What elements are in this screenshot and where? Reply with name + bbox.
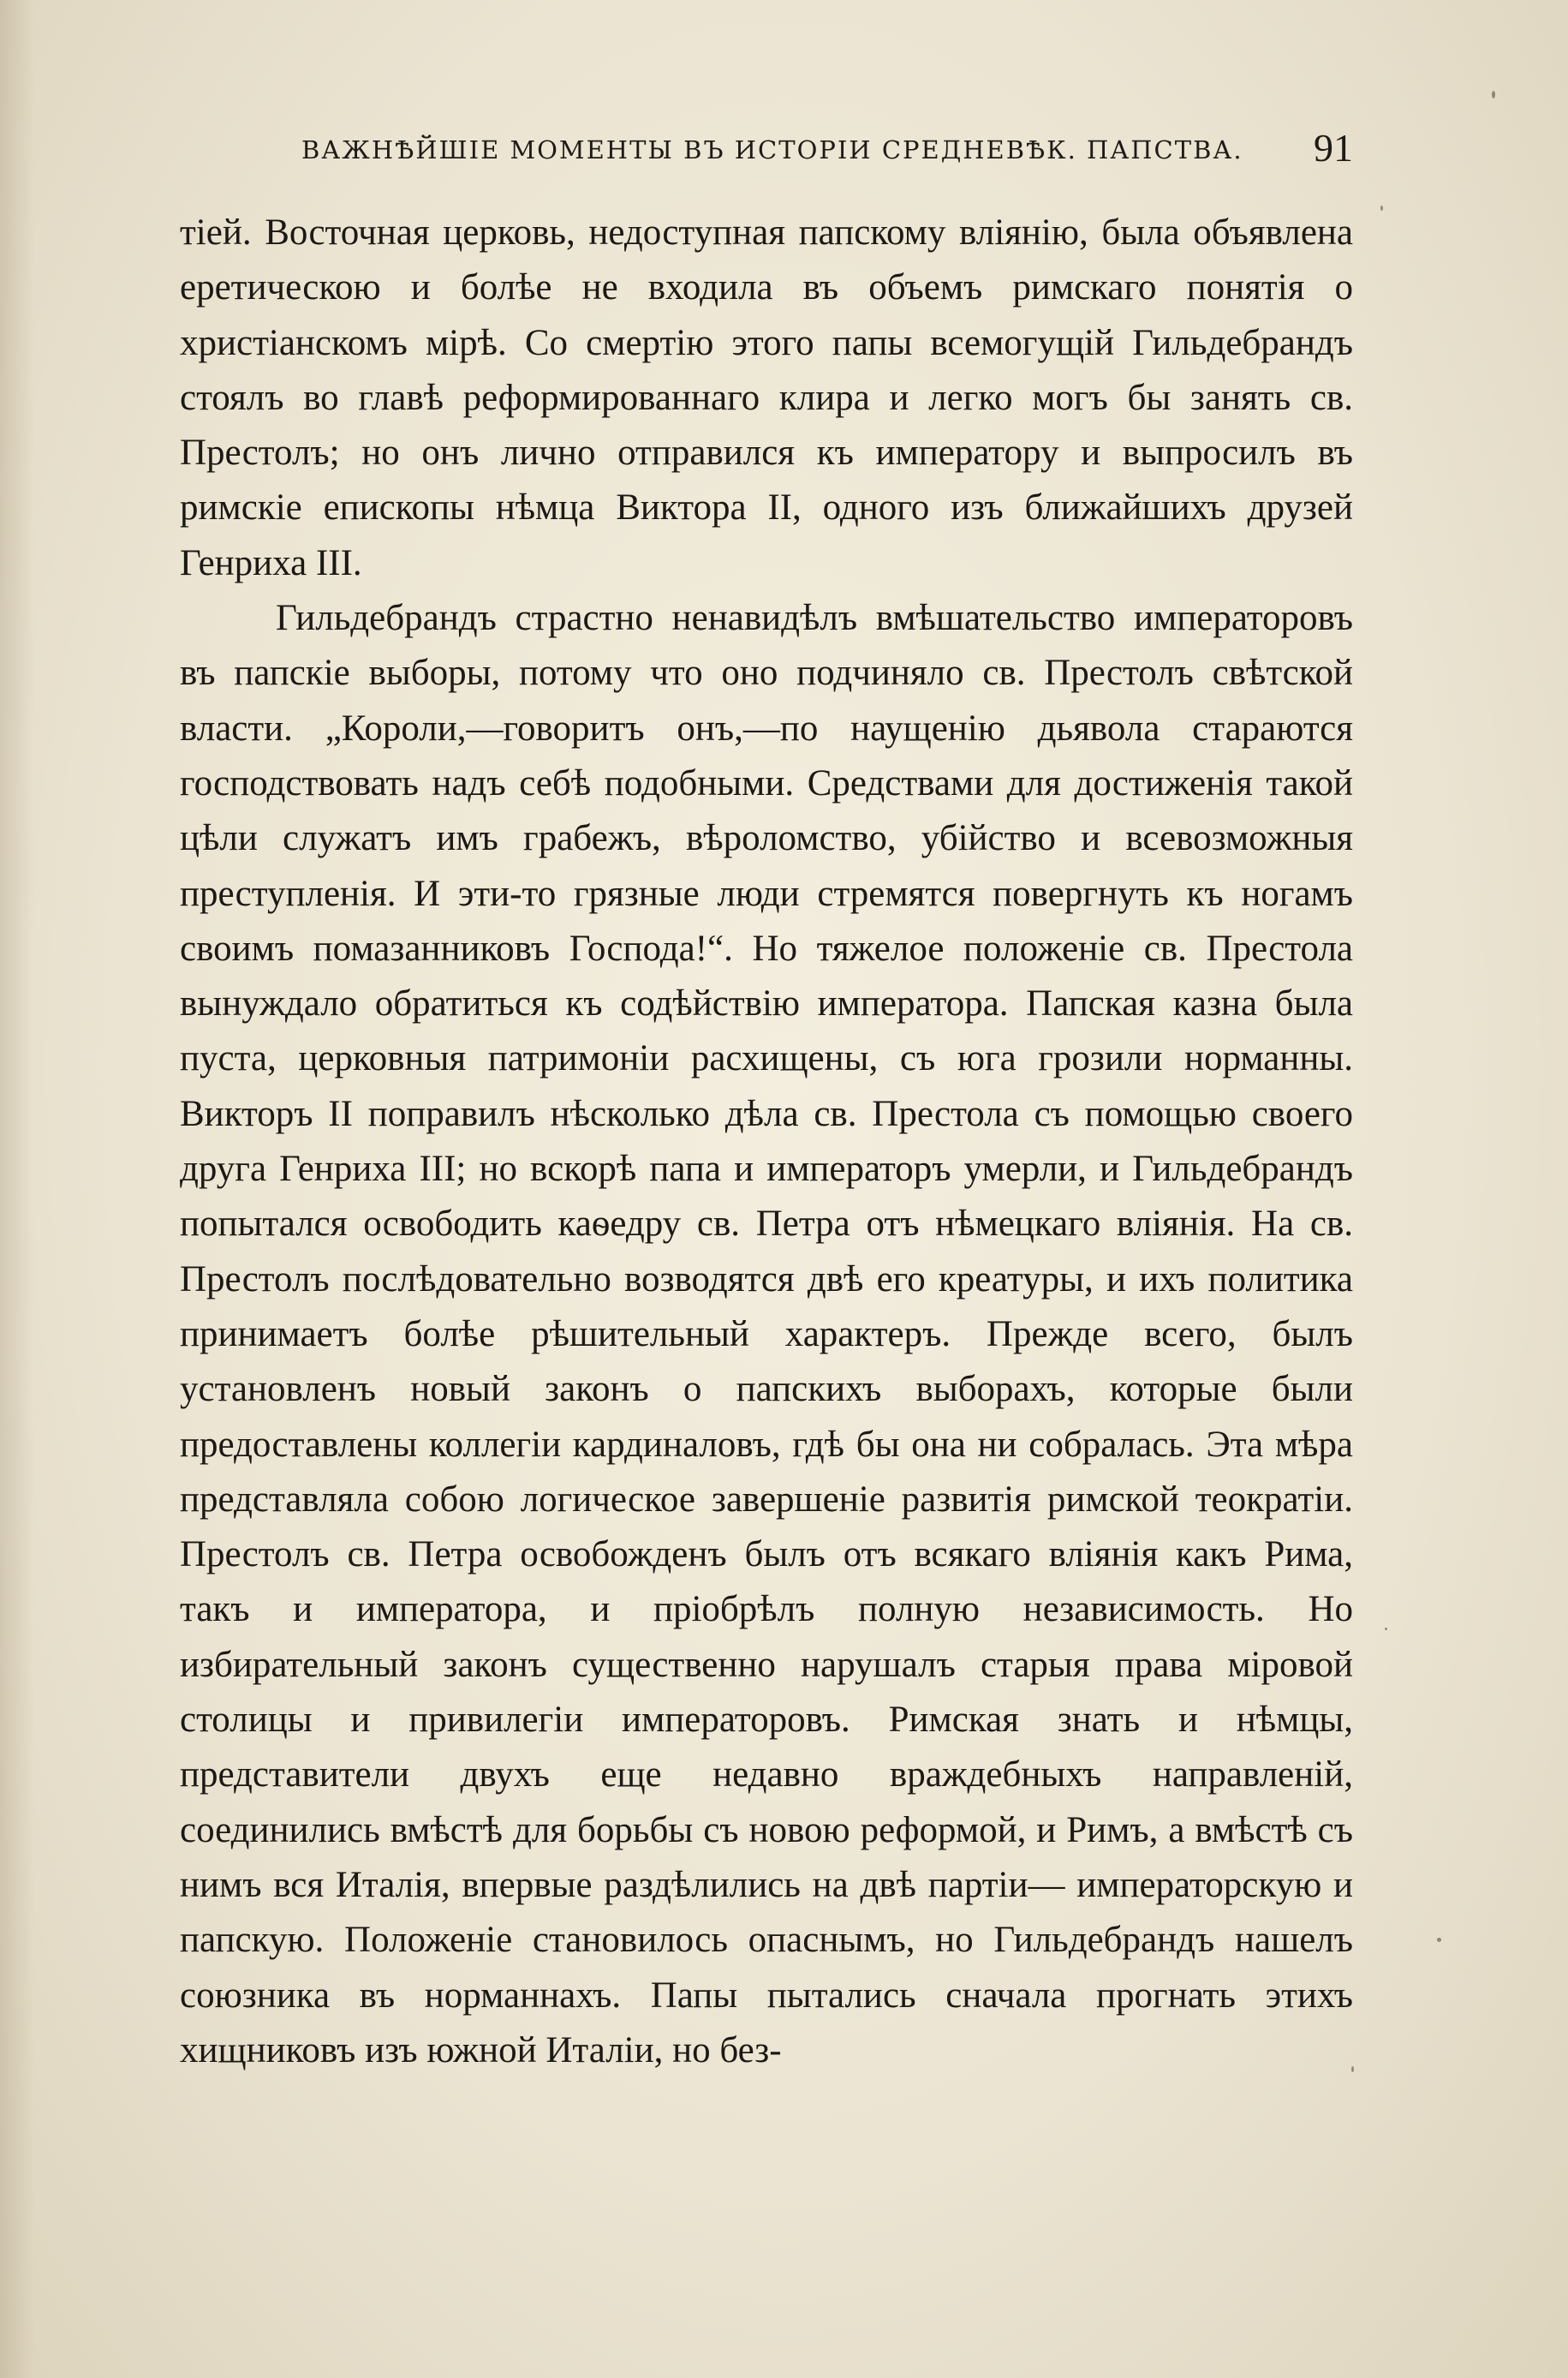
paragraph-hildebrand: Гильдебрандъ страстно ненавидѣлъ вмѣшательство императоровъ въ папскіе выборы, потому что оно подчиняло св. Престолъ свѣтской власти. „Короли,—говоритъ онъ,—по наущенію дьявола стараются господствовать надъ себѣ подобными. Средствами для достиженія такой цѣли служатъ имъ грабежъ, вѣроломство, убійство и всевозможныя преступленія. И эти-то грязные люди стремятся повергнуть къ ногамъ своимъ помазанниковъ Господа!“. Но тяжелое положеніе св. Престола вынуждало обратиться къ содѣйствію императора. Папская казна была пуста, церковныя патримоніи расхищены, съ юга грозили норманны. Викторъ II поправилъ нѣсколько дѣла св. Престола съ помощью своего друга Генриха III; но вскорѣ папа и императоръ умерли, и Гильдебрандъ попытался освободить каѳедру св. Петра отъ нѣмецкаго вліянія. На св. Престолъ послѣдовательно возводятся двѣ его креатуры, и ихъ политика принимаетъ болѣе рѣшительный характеръ. Прежде всего, былъ установленъ новый законъ о папскихъ выборахъ, которые были предоставлены коллегіи кардиналовъ, гдѣ бы она ни собралась. Эта мѣра представляла собою логическое завершеніе развитія римской теократіи. Престолъ св. Петра освобожденъ былъ отъ всякаго вліянія какъ Рима, такъ и императора, и пріобрѣлъ полную независимость. Но избирательный законъ существенно нарушалъ старыя права міровой столицы и привилегіи императоровъ. Римская знать и нѣмцы, представители двухъ еще недавно враждебныхъ направленій, соединились вмѣстѣ для борьбы съ новою реформой, и Римъ, а вмѣстѣ съ нимъ вся Италія, впервые раздѣлились на двѣ партіи— императорскую и папскую. Положеніе становилось опаснымъ, но Гильдебрандъ нашелъ союзника въ норманнахъ. Папы пытались сначала прогнать этихъ хищниковъ изъ южной Италіи, но без- [180,598,1353,2070]
page-header [180,127,1353,187]
running-head: ВАЖНѢЙШІЕ МОМЕНТЫ ВЪ ИСТОРІИ СРЕДНЕВѢК. ПАПСТВА. [301,135,1243,164]
paragraph-continuation: тіей. Восточная церковь, недоступная папскому вліянію, была объявлена еретическою и болѣе не входила въ объемъ римскаго понятія о христіанскомъ мірѣ. Со смертію этого папы всемогущій Гильдебрандъ стоялъ во главѣ реформированнаго клира и легко могъ бы занять св. Престолъ; но онъ лично отправился къ императору и выпросилъ въ римскіе епископы нѣмца Виктора II, одного изъ ближайшихъ друзей Генриха III. [180,212,1353,583]
page-number: 91 [1314,126,1353,170]
body-text [180,206,1353,2078]
page-edge-shadow [0,0,34,2378]
